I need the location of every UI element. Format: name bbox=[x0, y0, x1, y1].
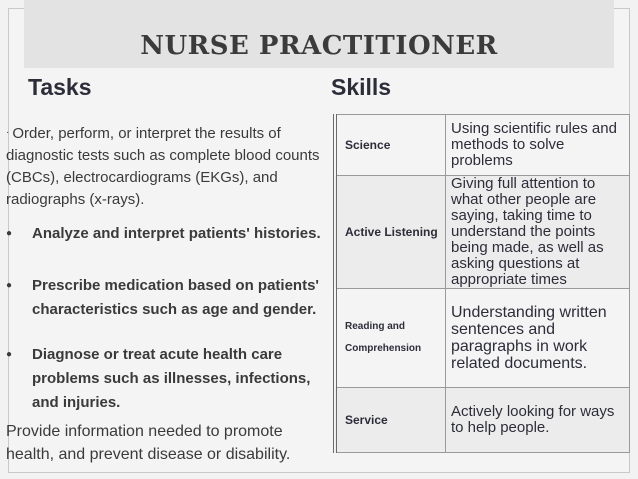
task-item-text: Prescribe medication based on patients' characteristics such as age and gender. bbox=[32, 277, 319, 318]
skill-name: Reading and Comprehension bbox=[335, 289, 446, 388]
task-item bbox=[6, 222, 326, 246]
table-row bbox=[335, 115, 630, 176]
table-row bbox=[335, 388, 630, 453]
tasks-intro bbox=[6, 122, 326, 211]
skill-name: Science bbox=[335, 115, 446, 176]
tasks-heading: Tasks bbox=[28, 74, 92, 100]
bullet-icon: ● bbox=[6, 349, 13, 360]
task-item bbox=[6, 274, 326, 322]
task-item-text: Analyze and interpret patients' histories. bbox=[32, 225, 321, 242]
tasks-intro-text: Order, perform, or interpret the results of diagnostic tests such as complete blood counts (CBCs), electrocardiograms (EKGs), and radiographs (x-rays). bbox=[6, 125, 320, 208]
intro-bullet: · bbox=[6, 127, 10, 138]
skill-description: Understanding written sentences and paragraphs in work related documents. bbox=[446, 289, 630, 388]
skill-name: Service bbox=[335, 388, 446, 453]
task-item-text: Diagnose or treat acute health care problems such as illnesses, infections, and injuries. bbox=[32, 346, 311, 411]
skills-table bbox=[333, 114, 630, 453]
skills-heading: Skills bbox=[331, 74, 392, 100]
skill-description: Giving full attention to what other people are saying, taking time to understand the points being made, as well as asking questions at appropriate times bbox=[446, 176, 630, 289]
slide-title: NURSE PRACTITIONER bbox=[140, 31, 498, 61]
skill-description: Using scientific rules and methods to solve problems bbox=[446, 115, 630, 176]
task-item bbox=[6, 343, 326, 415]
skill-description: Actively looking for ways to help people. bbox=[446, 388, 630, 453]
skill-name: Active Listening bbox=[335, 176, 446, 289]
table-row bbox=[335, 289, 630, 388]
tasks-outro: Provide information needed to promote health, and prevent disease or disability. bbox=[6, 423, 291, 463]
bullet-icon: ● bbox=[6, 228, 13, 239]
bullet-icon: ● bbox=[6, 280, 13, 291]
table-row bbox=[335, 176, 630, 289]
